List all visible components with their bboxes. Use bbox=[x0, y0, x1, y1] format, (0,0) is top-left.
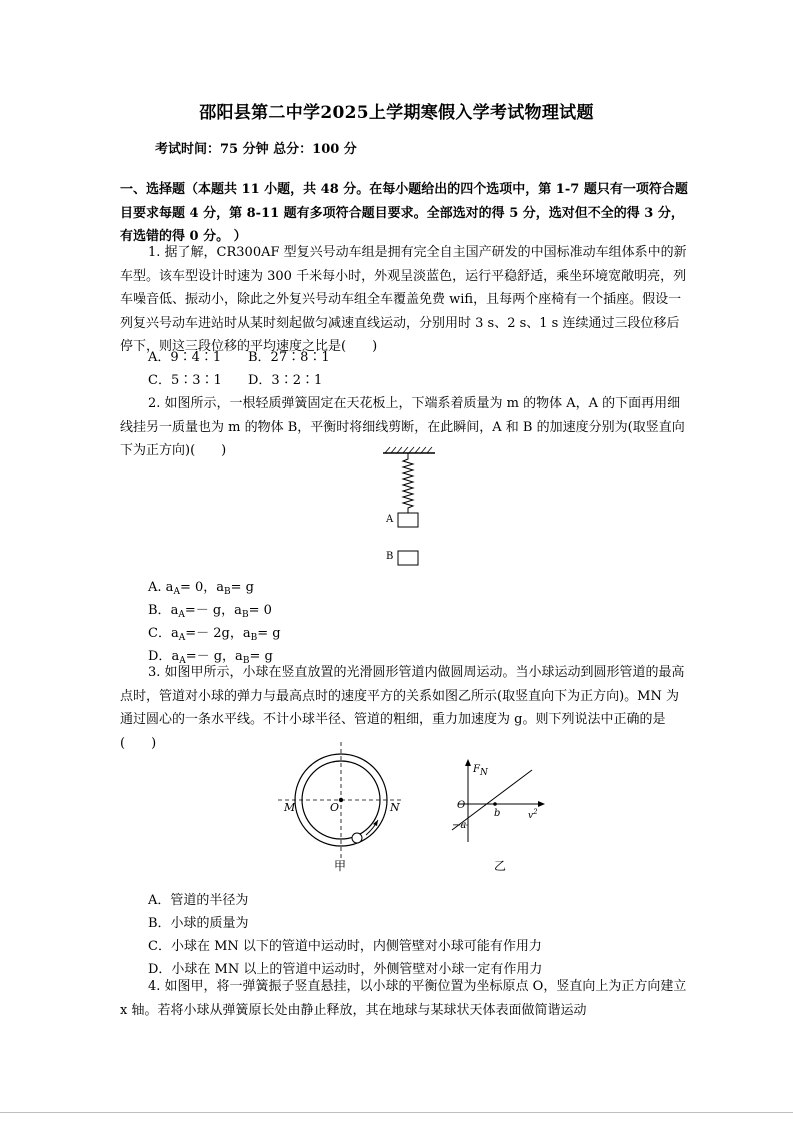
figure-jia-caption: 甲 bbox=[334, 859, 347, 873]
label-fn: $F_N$ bbox=[473, 764, 488, 778]
exam-meta: 考试时间：75 分钟 总分：100 分 bbox=[155, 142, 357, 157]
q2-option-b: B．$a_A=- g$，$a_B= 0$ bbox=[148, 603, 272, 620]
block-a-label: A bbox=[386, 514, 394, 525]
page-bottom-rule bbox=[0, 1112, 793, 1113]
q3-option-b: B．小球的质量为 bbox=[148, 916, 249, 931]
question-3-text: 3. 如图甲所示，小球在竖直放置的光滑圆形管道内做圆周运动。当小球运动到圆形管道的最高点时，管道对小球的弹力与最高点时的速度平方的关系如图乙所示(取竖直向下为正方向)。MN 为通过圆心的一条水平线。不计小球半径、管道的粗细，重力加速度为 g。则下列说法中正确的是( ) bbox=[120, 665, 685, 751]
label-origin: O bbox=[457, 800, 466, 811]
label-b: b bbox=[494, 808, 501, 819]
q1-option-b: B．27∶8∶1 bbox=[248, 350, 330, 365]
q1-option-d: D．3∶2∶1 bbox=[248, 373, 323, 388]
label-neg-a: −a bbox=[452, 820, 467, 831]
label-n: N bbox=[390, 801, 400, 814]
q3-option-a: A．管道的半径为 bbox=[148, 893, 249, 908]
exam-title: 邵阳县第二中学2025上学期寒假入学考试物理试题 bbox=[199, 103, 594, 123]
q2-option-d: D．$a_A=- g$，$a_B= g$ bbox=[148, 649, 273, 666]
figure-yi-caption: 乙 bbox=[494, 859, 507, 873]
label-v2: $v^2$ bbox=[528, 808, 538, 821]
q3-option-c: C．小球在 MN 以下的管道中运动时，内侧管壁对小球可能有作用力 bbox=[148, 939, 542, 954]
q1-option-c: C．5∶3∶1 bbox=[148, 373, 222, 388]
q3-option-d: D．小球在 MN 以上的管道中运动时，外侧管壁对小球一定有作用力 bbox=[148, 962, 543, 977]
block-b-label: B bbox=[386, 551, 394, 562]
question-4-text: 4. 如图甲，将一弹簧振子竖直悬挂，以小球的平衡位置为坐标原点 O，竖直向上为正方向建立 x 轴。若将小球从弹簧原长处由静止释放，其在地球与某球状天体表面做简谐运动 bbox=[120, 979, 687, 1018]
q1-option-a: A．9∶4∶1 bbox=[148, 350, 222, 365]
circular-tube-figure bbox=[278, 742, 408, 867]
question-2-text: 2. 如图所示，一根轻质弹簧固定在天花板上，下端系着质量为 m 的物体 A，A 的下面再用细线挂另一质量也为 m 的物体 B，平衡时将细线剪断，在此瞬间，A 和 B 的加速度分别为(取竖直向下为正方向)( ) bbox=[120, 396, 685, 459]
q2-option-c: C．$a_A=- 2g$，$a_B= g$ bbox=[148, 626, 281, 643]
label-o: O bbox=[330, 801, 340, 814]
section-heading: 一、选择题（本题共 11 小题，共 48 分。在每小题给出的四个选项中，第 1-7 题只有一项符合题目要求每题 4 分，第 8-11 题有多项符合题目要求。全部选对的得 5 分，选对但不全的得 3 分，有选错的得 0 分。 ） bbox=[120, 182, 688, 245]
label-m: M bbox=[284, 801, 296, 814]
q2-option-a: A. $a_A= 0$，$a_B= g$ bbox=[148, 580, 254, 597]
question-1-text: 1. 据了解，CR300AF 型复兴号动车组是拥有完全自主国产研发的中国标准动车组体系中的新车型。该车型设计时速为 300 千米每小时，外观呈淡蓝色，运行平稳舒适，乘坐环境宽敞明亮，列车噪音低、振动小，除此之外复兴号动车组全车覆盖免费 wifi，且每两个座椅有一个插座。假设一列复兴号动车进站时从某时刻起做匀减速直线运动，分别用时 3 s、2 s、1 s 连续通过三段位移后停下，则这三段位移的平均速度之比是( ) bbox=[120, 245, 687, 355]
